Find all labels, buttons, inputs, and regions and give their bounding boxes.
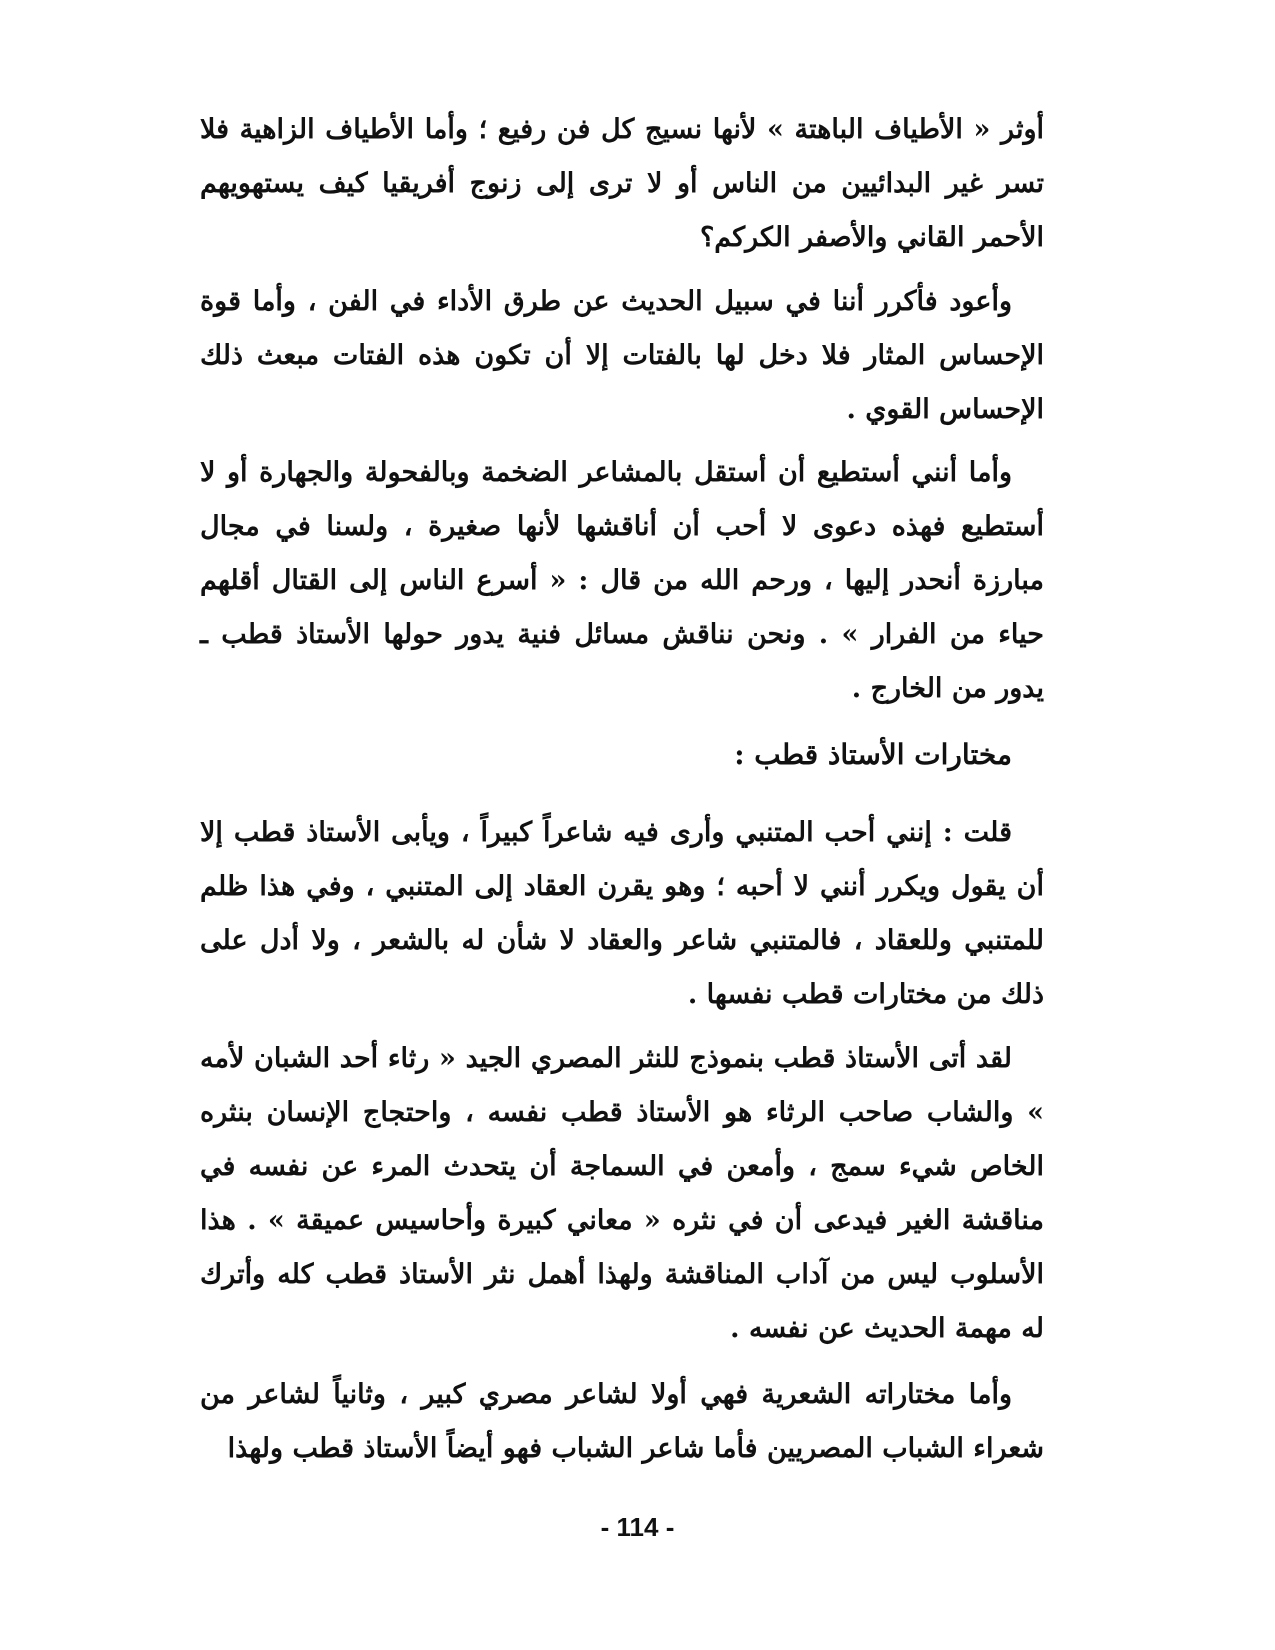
paragraph-5: لقد أتى الأستاذ قطب بنموذج للنثر المصري الجيد « رثاء أحد الشبان لأمه » والشاب صاحب الرثاء هو الأستاذ قطب نفسه ، واحتجاج الإنسان بنثره الخاص شيء سمج ، وأمعن في السماجة أن يتحدث المرء عن نفسه في مناقشة الغير فيدعى أن في نثره « معاني كبيرة وأحاسيس عميقة » . هذا الأسلوب ليس من آداب المناقشة ولهذا أهمل نثر الأستاذ قطب كله وأترك له مهمة الحديث عن نفسه . bbox=[200, 1043, 1044, 1344]
page-number: - 114 - bbox=[600, 1512, 675, 1542]
paragraph-2: وأعود فأكرر أننا في سبيل الحديث عن طرق الأداء في الفن ، وأما قوة الإحساس المثار فلا دخل لها بالفتات إلا أن تكون هذه الفتات مبعث ذلك الإحساس القوي . bbox=[200, 286, 1044, 425]
paragraph-3: وأما أنني أستطيع أن أستقل بالمشاعر الضخمة وبالفحولة والجهارة أو لا أستطيع فهذه دعوى لا أحب أن أناقشها لأنها صغيرة ، ولسنا في مجال مبارزة أنحدر إليها ، ورحم الله من قال : « أسرع الناس إلى القتال أقلهم حياء من الفرار » . ونحن نناقش مسائل فنية يدور حولها الأستاذ قطب ـ يدور من الخارج . bbox=[200, 457, 1044, 704]
paragraph-4: قلت : إنني أحب المتنبي وأرى فيه شاعراً كبيراً ، ويأبى الأستاذ قطب إلا أن يقول ويكرر أنني لا أحبه ؛ وهو يقرن العقاد إلى المتنبي ، وفي هذا ظلم للمتنبي وللعقاد ، فالمتنبي شاعر والعقاد لا شأن له بالشعر ، ولا أدل على ذلك من مختارات قطب نفسها . bbox=[200, 817, 1044, 1010]
paragraph-1: أوثر « الأطياف الباهتة » لأنها نسيج كل فن رفيع ؛ وأما الأطياف الزاهية فلا تسر غير البدائيين من الناس أو لا ترى إلى زنوج أفريقيا كيف يستهويهم الأحمر القاني والأصفر الكركم؟ bbox=[200, 114, 1044, 253]
paragraph-6: وأما مختاراته الشعرية فهي أولا لشاعر مصري كبير ، وثانياً لشاعر من شعراء الشباب المصريين فأما شاعر الشباب فهو أيضاً الأستاذ قطب ولهذا bbox=[200, 1379, 1044, 1464]
section-heading: مختارات الأستاذ قطب : bbox=[734, 738, 1012, 771]
